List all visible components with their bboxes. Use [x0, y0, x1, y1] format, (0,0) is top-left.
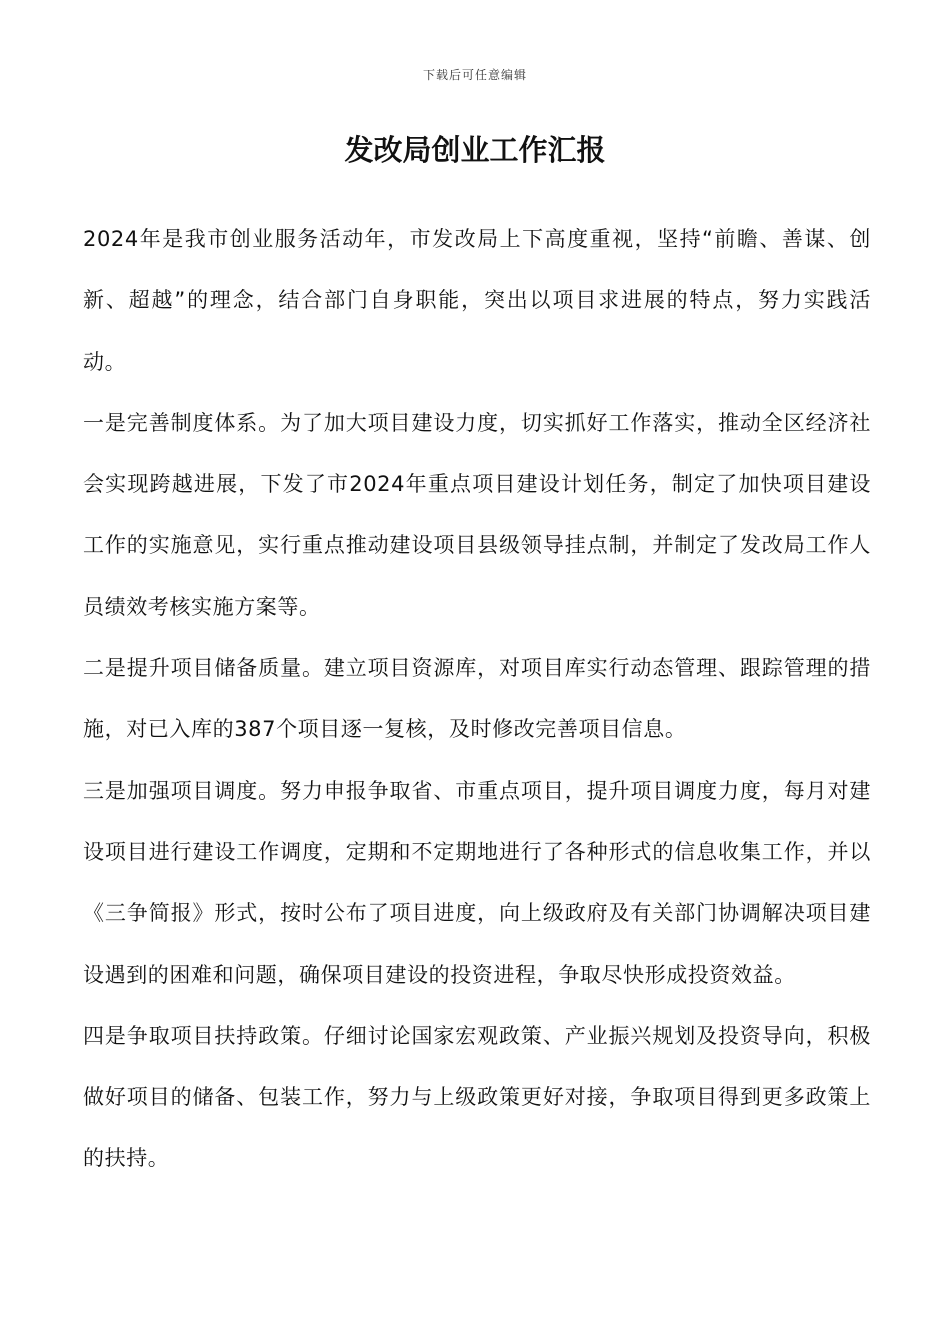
document-body	[83, 209, 871, 1190]
paragraph-point-1: 一是完善制度体系。为了加大项目建设力度，切实抓好工作落实，推动全区经济社会实现跨越进展，下发了市2024年重点项目建设计划任务，制定了加快项目建设工作的实施意见，实行重点推动建设项目县级领导挂点制，并制定了发改局工作人员绩效考核实施方案等。	[83, 410, 871, 619]
header-note: 下载后可任意编辑	[422, 68, 527, 82]
paragraph-point-4: 四是争取项目扶持政策。仔细讨论国家宏观政策、产业振兴规划及投资导向，积极做好项目的储备、包装工作，努力与上级政策更好对接，争取项目得到更多政策上的扶持。	[83, 1023, 871, 1171]
paragraph-point-2: 二是提升项目储备质量。建立项目资源库，对项目库实行动态管理、跟踪管理的措施，对已入库的387个项目逐一复核，及时修改完善项目信息。	[83, 656, 871, 742]
document-title: 发改局创业工作汇报	[344, 133, 606, 167]
paragraph-intro: 2024年是我市创业服务活动年，市发改局上下高度重视，坚持“前瞻、善谋、创新、超越”的理念，结合部门自身职能，突出以项目求进展的特点，努力实践活动。	[83, 227, 871, 374]
paragraph-point-3: 三是加强项目调度。努力申报争取省、市重点项目，提升项目调度力度，每月对建设项目进行建设工作调度，定期和不定期地进行了各种形式的信息收集工作，并以《三争简报》形式，按时公布了项目进度，向上级政府及有关部门协调解决项目建设遇到的困难和问题，确保项目建设的投资进程，争取尽快形成投资效益。	[83, 778, 871, 987]
